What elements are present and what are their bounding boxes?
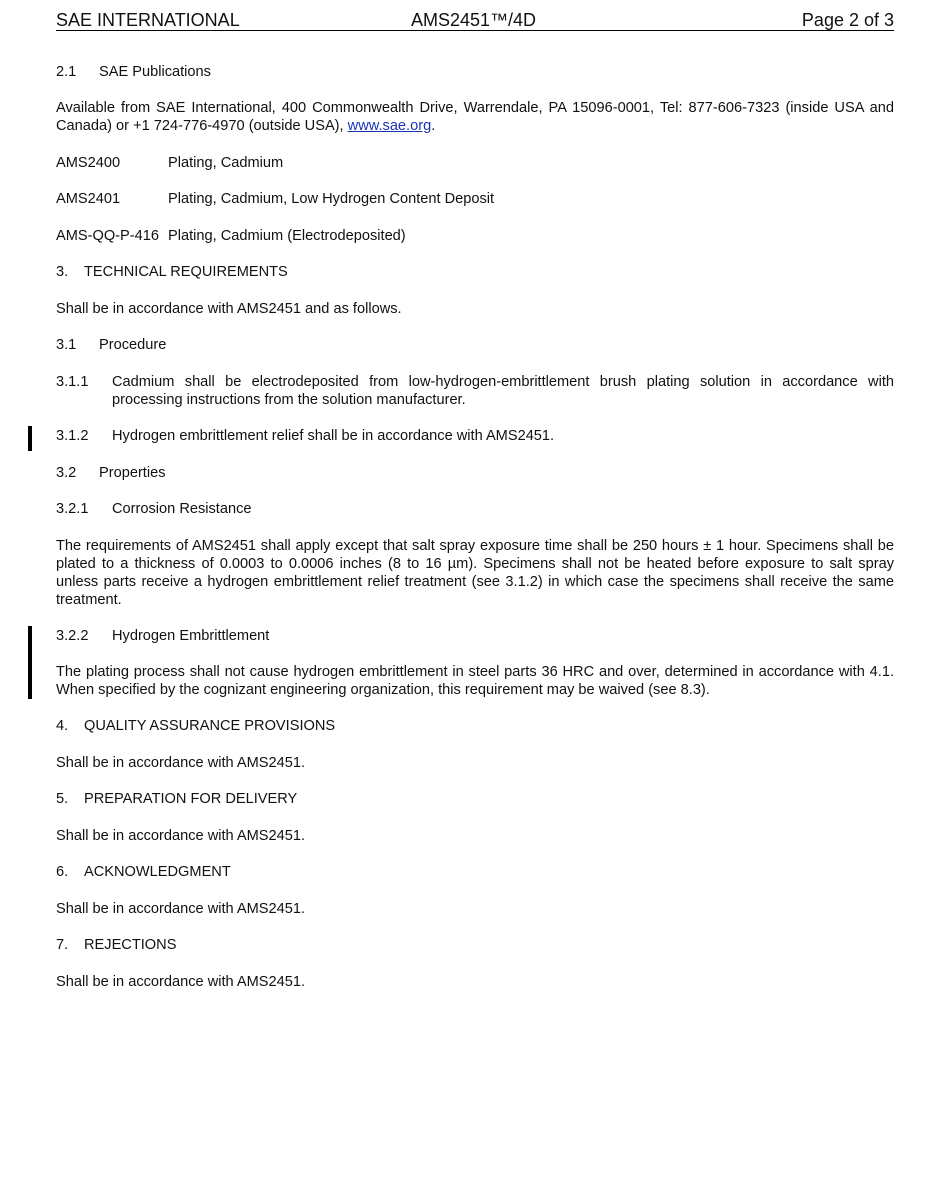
section-3-heading xyxy=(56,263,894,281)
page-header xyxy=(56,10,894,31)
section-number: 3.2.2 xyxy=(56,628,89,644)
section-3-body: Shall be in accordance with AMS2451 and as follows. xyxy=(56,301,402,317)
section-3-2-heading xyxy=(56,464,894,482)
section-title: QUALITY ASSURANCE PROVISIONS xyxy=(84,718,336,734)
header-document-id: AMS2451™/4D xyxy=(411,10,537,30)
reference-item xyxy=(56,227,894,245)
section-3-1-1 xyxy=(56,373,894,409)
reference-code: AMS2400 xyxy=(56,155,121,171)
section-6-heading xyxy=(56,863,894,881)
reference-item xyxy=(56,190,894,208)
section-7-heading xyxy=(56,936,894,954)
section-number: 2.1 xyxy=(56,64,77,80)
section-title: Corrosion Resistance xyxy=(112,501,252,517)
section-4-heading xyxy=(56,717,894,735)
section-number: 3.1.2 xyxy=(56,428,89,444)
availability-period: . xyxy=(431,118,436,134)
section-3-2-2-heading xyxy=(56,627,894,645)
section-text: Cadmium shall be electrodeposited from low-hydrogen-embrittlement brush plating solution in accordance with processing instructions from the solution manufacturer. xyxy=(112,374,894,408)
section-number: 3.2.1 xyxy=(56,501,89,517)
revision-change-bar xyxy=(28,626,32,699)
section-title: ACKNOWLEDGMENT xyxy=(84,864,231,880)
section-3-2-2-body: The plating process shall not cause hydrogen embrittlement in steel parts 36 HRC and over, determined in accordance with 4.1. When specified by the cognizant engineering organization, this requirement may be waived (see 8.3). xyxy=(56,664,894,698)
section-title: TECHNICAL REQUIREMENTS xyxy=(84,264,288,280)
section-number: 4. xyxy=(56,718,69,734)
reference-code: AMS2401 xyxy=(56,191,121,207)
section-number: 3.1 xyxy=(56,337,77,353)
section-title: Hydrogen Embrittlement xyxy=(112,628,270,644)
section-3-1-2 xyxy=(56,427,894,445)
header-page-number: Page 2 of 3 xyxy=(801,10,894,30)
reference-item xyxy=(56,154,894,172)
revision-change-bar xyxy=(28,426,32,451)
sae-website-link[interactable]: www.sae.org xyxy=(347,118,432,134)
reference-title: Plating, Cadmium (Electrodeposited) xyxy=(168,228,406,244)
section-title: PREPARATION FOR DELIVERY xyxy=(84,791,298,807)
section-title: SAE Publications xyxy=(99,64,211,80)
reference-title: Plating, Cadmium xyxy=(168,155,284,171)
section-number: 5. xyxy=(56,791,69,807)
section-5-heading xyxy=(56,790,894,808)
section-title: Procedure xyxy=(99,337,167,353)
header-organization: SAE INTERNATIONAL xyxy=(56,10,240,30)
section-number: 3.1.1 xyxy=(56,374,89,390)
reference-title: Plating, Cadmium, Low Hydrogen Content Deposit xyxy=(168,191,495,207)
section-3-2-1-heading xyxy=(56,500,894,518)
section-number: 3. xyxy=(56,264,69,280)
section-3-1-heading xyxy=(56,336,894,354)
availability-text: Available from SAE International, 400 Commonwealth Drive, Warrendale, PA 15096-0001, Tel: 877-606-7323 (inside USA and Canada) or +1 724-776-4970 (outside USA), xyxy=(56,100,894,134)
section-title: Properties xyxy=(99,465,166,481)
section-2-1-heading xyxy=(56,63,894,81)
section-number: 7. xyxy=(56,937,69,953)
reference-code: AMS-QQ-P-416 xyxy=(56,228,159,244)
section-number: 6. xyxy=(56,864,69,880)
section-6-body: Shall be in accordance with AMS2451. xyxy=(56,901,306,917)
section-number: 3.2 xyxy=(56,465,77,481)
section-7-body: Shall be in accordance with AMS2451. xyxy=(56,974,306,990)
section-4-body: Shall be in accordance with AMS2451. xyxy=(56,755,306,771)
section-3-2-1-body: The requirements of AMS2451 shall apply except that salt spray exposure time shall be 250 hours ± 1 hour. Specimens shall be plated to a thickness of 0.0003 to 0.0006 inches (8 to 16 µm). Specimens shall not be heated before exposure to salt spray unless parts receive a hydrogen embrittlement relief treatment (see 3.1.2) in which case the specimens shall receive the same treatment. xyxy=(56,538,894,608)
section-2-1-availability xyxy=(56,99,894,135)
section-text: Hydrogen embrittlement relief shall be in accordance with AMS2451. xyxy=(112,428,555,444)
section-5-body: Shall be in accordance with AMS2451. xyxy=(56,828,306,844)
section-title: REJECTIONS xyxy=(84,937,177,953)
